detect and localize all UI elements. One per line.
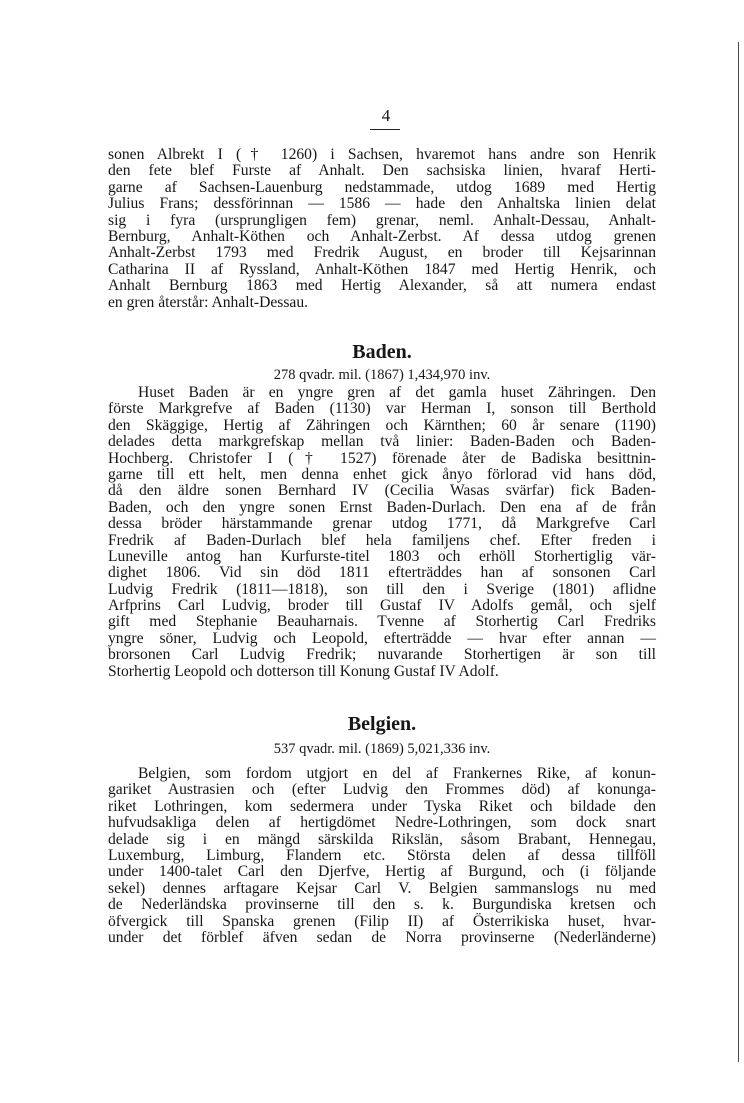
text-line: Julius Frans; dessförinnan — 1586 — hade den Anhaltska linien delat (108, 195, 656, 213)
text-line: garne af Sachsen-Lauenburg nedstammade, utdog 1689 med Hertig (108, 178, 656, 196)
text-line: Fredrik af Baden-Durlach blef hela familjens chef. Efter freden i (108, 531, 656, 549)
belgien-paragraph (108, 766, 656, 946)
text-line: gift med Stephanie Beauharnais. Tvenne af Storhertig Carl Fredriks (108, 613, 656, 631)
text-line: Arfprins Carl Ludvig, broder till Gustaf IV Adolfs gemål, och sjelf (108, 597, 656, 615)
text-line: garne till ett helt, men denna enhet gick ånyo förlorad vid hans död, (108, 465, 656, 483)
text-line: Bernburg, Anhalt-Köthen och Anhalt-Zerbst. Af dessa utdog grenen (108, 227, 656, 245)
text-line: sekel) dennes arftagare Kejsar Carl V. Belgien sammanslogs nu med (108, 879, 656, 897)
text-line: Huset Baden är en yngre gren af det gamla huset Zähringen. Den (138, 384, 656, 401)
text-line: hufvudsakliga delen af hertigdömet Nedre-Lothringen, som dock snart (108, 814, 656, 832)
text-line: under 1400-talet Carl den Djerfve, Hertig af Burgund, och (i följande (108, 863, 656, 881)
page-edge-rule (738, 42, 739, 1062)
text-line: delade sig i en mängd särskilda Rikslän, såsom Brabant, Hennegau, (108, 830, 656, 848)
text-line: sonen Albrekt I († 1260) i Sachsen, hvaremot hans andre son Henrik (108, 146, 656, 163)
text-line: sig i fyra (ursprungligen fem) grenar, neml. Anhalt-Dessau, Anhalt- (108, 211, 656, 229)
text-line: gariket Austrasien och (efter Ludvig den Frommes död) af konunga- (108, 781, 656, 799)
text-line: Hochberg. Christofer I († 1527) förenade åter de Badiska besittnin- (108, 449, 656, 467)
text-line: yngre söner, Ludvig och Leopold, efterträdde — hvar efter annan — (108, 629, 656, 647)
text-line: förste Markgrefve af Baden (1130) var Herman I, sonson till Berthold (108, 400, 656, 418)
text-line: Storhertig Leopold och dotterson till Konung Gustaf IV Adolf. (108, 662, 499, 680)
text-line: Belgien, som fordom utgjort en del af Frankernes Rike, af konun- (138, 765, 656, 782)
section-heading-belgien: Belgien. (347, 713, 417, 735)
text-line: brorsonen Carl Ludvig Fredrik; nuvarande Storhertigen är son till (108, 646, 656, 664)
text-line: Luneville antog han Kurfurste-titel 1803 och erhöll Storhertiglig vär- (108, 547, 656, 565)
text-line: en gren återstår: Anhalt-Dessau. (108, 293, 309, 311)
section-stats-belgien: 537 qvadr. mil. (1869) 5,021,336 inv. (273, 741, 491, 757)
section-stats-baden: 278 qvadr. mil. (1867) 1,434,970 inv. (273, 367, 491, 383)
baden-paragraph (108, 385, 656, 680)
text-line: Luxemburg, Limburg, Flandern etc. Största delen af dessa tillföll (108, 846, 656, 864)
text-line: de Nederländska provinserne till den s. k. Burgundiska kretsen och (108, 896, 656, 914)
text-line: under det förblef äfven sedan de Norra provinserne (Nederländerne) (108, 928, 656, 946)
text-line: Anhalt-Zerbst 1793 med Fredrik August, en broder till Kejsarinnan (108, 244, 656, 262)
text-line: den Skäggige, Hertig af Zähringen och Kärnthen; 60 år senare (1190) (108, 416, 656, 434)
text-line: Anhalt Bernburg 1863 med Hertig Alexander, så att numera endast (108, 277, 656, 295)
text-line: dessa bröder härstammande grenar utdog 1771, då Markgrefve Carl (108, 515, 656, 533)
text-line: riket Lothringen, kom sedermera under Tyska Riket och bildade den (108, 797, 656, 815)
page-number: 4 (381, 106, 391, 125)
text-line: då den äldre sonen Bernhard IV (Cecilia Wasas svärfar) fick Baden- (108, 482, 656, 500)
text-line: delades detta markgrefskap mellan två linier: Baden-Baden och Baden- (108, 433, 656, 451)
intro-paragraph (108, 147, 656, 311)
text-line: dighet 1806. Vid sin död 1811 efterträddes han af sonsonen Carl (108, 564, 656, 582)
page-number-rule (370, 129, 400, 130)
section-heading-baden: Baden. (352, 341, 412, 363)
text-line: den fete blef Furste af Anhalt. Den sachsiska linien, hvaraf Herti- (108, 162, 656, 180)
text-line: Catharina II af Ryssland, Anhalt-Köthen 1847 med Hertig Henrik, och (108, 260, 656, 278)
text-line: öfvergick till Spanska grenen (Filip II) af Österrikiska huset, hvar- (108, 912, 656, 930)
text-line: Baden, och den yngre sonen Ernst Baden-Durlach. Den ena af de från (108, 498, 656, 516)
text-line: Ludvig Fredrik (1811—1818), son till den i Sverige (1801) aflidne (108, 580, 656, 598)
